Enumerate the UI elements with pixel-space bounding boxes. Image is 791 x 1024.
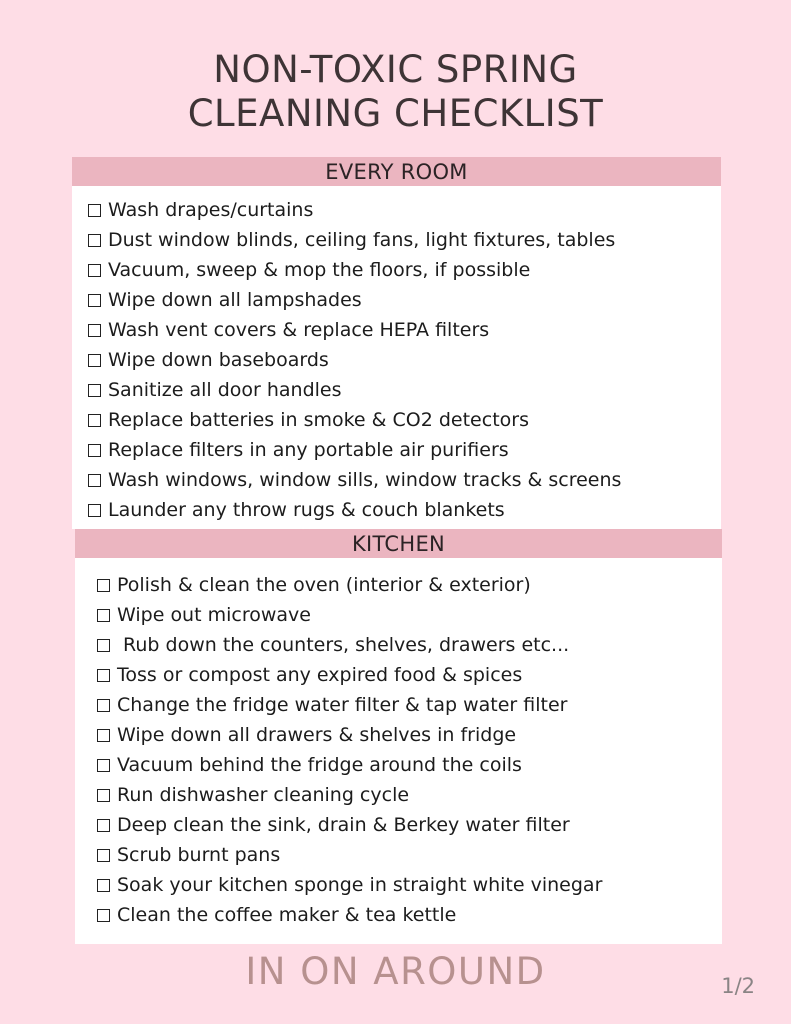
checkbox[interactable]: [88, 444, 101, 457]
checklist-item[interactable]: [97, 600, 602, 630]
checklist-item-label: Soak your kitchen sponge in straight white vinegar: [117, 874, 603, 896]
kitchen-checklist: [75, 529, 602, 930]
checkbox[interactable]: [97, 669, 110, 682]
checklist-item[interactable]: [88, 225, 621, 255]
every-room-heading: EVERY ROOM: [72, 157, 721, 186]
checklist-item[interactable]: [88, 405, 621, 435]
checklist-item-label: Wash drapes/curtains: [108, 199, 314, 221]
checklist-item[interactable]: [88, 255, 621, 285]
checklist-item-label: Clean the coffee maker & tea kettle: [117, 904, 457, 926]
checklist-item-label: Wash windows, window sills, window tracks & screens: [108, 469, 622, 491]
checkbox[interactable]: [88, 474, 101, 487]
checkbox[interactable]: [88, 414, 101, 427]
page-number: 1/2: [721, 974, 755, 998]
checkbox[interactable]: [88, 204, 101, 217]
checklist-item-label: Rub down the counters, shelves, drawers etc...: [117, 634, 570, 656]
checkbox[interactable]: [88, 384, 101, 397]
checklist-item[interactable]: [88, 345, 621, 375]
checkbox[interactable]: [88, 264, 101, 277]
title-line-1: NON-TOXIC SPRING: [213, 48, 578, 91]
checkbox[interactable]: [97, 699, 110, 712]
checkbox[interactable]: [88, 354, 101, 367]
checkbox[interactable]: [88, 234, 101, 247]
checklist-item-label: Run dishwasher cleaning cycle: [117, 784, 410, 806]
checklist-item-label: Wash vent covers & replace HEPA filters: [108, 319, 490, 341]
checklist-item[interactable]: [97, 750, 602, 780]
checklist-item-label: Sanitize all door handles: [108, 379, 342, 401]
checklist-item-label: Replace batteries in smoke & CO2 detectors: [108, 409, 529, 431]
checkbox[interactable]: [97, 609, 110, 622]
checklist-item[interactable]: [88, 195, 621, 225]
checklist-item[interactable]: [88, 495, 621, 525]
every-room-section: [72, 157, 721, 529]
checklist-item-label: Wipe down baseboards: [108, 349, 329, 371]
checklist-item[interactable]: [97, 720, 602, 750]
checkbox[interactable]: [97, 879, 110, 892]
every-room-checklist: [72, 157, 621, 525]
checklist-item[interactable]: [88, 465, 621, 495]
checklist-item-label: Vacuum, sweep & mop the floors, if possible: [108, 259, 531, 281]
kitchen-section: [75, 529, 722, 944]
checklist-item[interactable]: [97, 840, 602, 870]
checklist-item[interactable]: [97, 660, 602, 690]
checklist-item[interactable]: [97, 810, 602, 840]
checkbox[interactable]: [97, 909, 110, 922]
checkbox[interactable]: [97, 849, 110, 862]
checklist-item-label: Replace filters in any portable air purifiers: [108, 439, 509, 461]
checklist-item-label: Wipe down all drawers & shelves in fridge: [117, 724, 517, 746]
kitchen-heading: KITCHEN: [75, 529, 722, 558]
checklist-item[interactable]: [97, 570, 602, 600]
checklist-item-label: Scrub burnt pans: [117, 844, 281, 866]
checklist-item-label: Toss or compost any expired food & spices: [117, 664, 523, 686]
checkbox[interactable]: [88, 504, 101, 517]
checklist-item[interactable]: [88, 435, 621, 465]
checkbox[interactable]: [97, 819, 110, 832]
checkbox[interactable]: [97, 579, 110, 592]
checklist-item-label: Change the fridge water filter & tap water filter: [117, 694, 568, 716]
checklist-item-label: Polish & clean the oven (interior & exterior): [117, 574, 531, 596]
checklist-item-label: Wipe out microwave: [117, 604, 311, 626]
checklist-item[interactable]: [97, 780, 602, 810]
checklist-item[interactable]: [97, 900, 602, 930]
checklist-item[interactable]: [88, 285, 621, 315]
checkbox[interactable]: [88, 324, 101, 337]
checkbox[interactable]: [88, 294, 101, 307]
checklist-item[interactable]: [97, 690, 602, 720]
checklist-item-label: Dust window blinds, ceiling fans, light fixtures, tables: [108, 229, 616, 251]
checklist-item-label: Wipe down all lampshades: [108, 289, 362, 311]
checklist-item[interactable]: [97, 870, 602, 900]
checklist-item[interactable]: [97, 630, 602, 660]
checkbox[interactable]: [97, 639, 110, 652]
checkbox[interactable]: [97, 759, 110, 772]
checkbox[interactable]: [97, 789, 110, 802]
title-line-2: CLEANING CHECKLIST: [187, 92, 604, 135]
brand-footer: IN ON AROUND: [245, 950, 546, 993]
checklist-item[interactable]: [88, 315, 621, 345]
checklist-item-label: Vacuum behind the fridge around the coils: [117, 754, 522, 776]
page-title: [0, 48, 791, 136]
checklist-item-label: Launder any throw rugs & couch blankets: [108, 499, 505, 521]
checkbox[interactable]: [97, 729, 110, 742]
checklist-item-label: Deep clean the sink, drain & Berkey water filter: [117, 814, 570, 836]
checklist-item[interactable]: [88, 375, 621, 405]
